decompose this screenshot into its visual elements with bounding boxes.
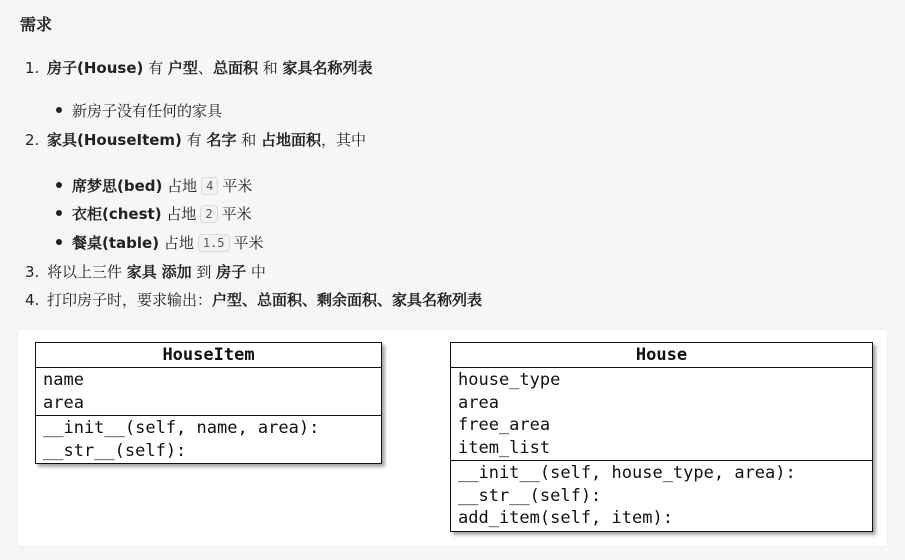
- bullet-item: [56, 101, 222, 121]
- text-segment: 有: [143, 59, 168, 77]
- class-box-house: [450, 342, 873, 532]
- attributes-section: [36, 368, 381, 415]
- area-value-code: 4: [201, 177, 218, 195]
- bold-text: 席梦思(bed): [72, 177, 163, 195]
- area-value-code: 1.5: [198, 234, 230, 252]
- class-attribute: area: [43, 392, 84, 413]
- unit-text: 平米: [221, 205, 252, 223]
- text-segment: 占地: [161, 205, 197, 223]
- requirement-item: [25, 262, 266, 282]
- requirement-item: [25, 290, 482, 310]
- bold-text: 房子(House): [47, 59, 144, 77]
- text-segment: 占地: [159, 234, 194, 252]
- bullet-dot-icon: [56, 182, 62, 188]
- text-segment: 占地: [162, 177, 198, 195]
- class-method: __str__(self):: [458, 485, 602, 506]
- class-method: __str__(self):: [43, 440, 187, 461]
- page-title: 需求: [20, 15, 53, 34]
- methods-section: [451, 460, 872, 531]
- bold-text: 家具(HouseItem): [47, 131, 182, 149]
- bullet-item: [56, 204, 252, 224]
- bold-text: 家具: [126, 263, 157, 281]
- uml-diagram-panel: [18, 330, 887, 546]
- bold-text: 户型、总面积、剩余面积、家具名称列表: [212, 291, 483, 309]
- class-name: House: [451, 343, 872, 368]
- class-attribute: house_type: [458, 370, 561, 390]
- list-number: 2.: [25, 131, 40, 149]
- bold-text: 总面积: [212, 59, 258, 77]
- class-method: add_item(self, item):: [458, 508, 673, 528]
- class-name: HouseItem: [36, 343, 381, 368]
- bold-text: 占地面积: [261, 131, 322, 149]
- area-value-code: 2: [200, 205, 217, 223]
- requirement-item: [25, 130, 366, 150]
- text-segment: 将以上三件: [47, 263, 127, 281]
- class-attribute: free_area: [458, 415, 551, 435]
- class-attribute: area: [458, 392, 499, 413]
- bold-text: 名字: [206, 131, 237, 149]
- text-segment: 、: [197, 59, 213, 77]
- requirement-item: [25, 58, 373, 78]
- list-number: 4.: [25, 291, 40, 309]
- text-segment: 和: [257, 59, 283, 77]
- bold-text: 家具名称列表: [282, 59, 373, 77]
- bullet-dot-icon: [56, 210, 62, 216]
- list-number: 1.: [25, 59, 40, 77]
- class-attribute: item_list: [458, 437, 551, 458]
- bullet-dot-icon: [56, 107, 62, 113]
- class-method: __init__(self, name, area):: [43, 418, 320, 438]
- bold-text: 餐桌(table): [72, 234, 160, 252]
- bold-text: 添加: [161, 263, 192, 281]
- text-segment: 新房子没有任何的家具: [72, 102, 223, 120]
- methods-section: [36, 415, 381, 463]
- bold-text: 户型: [167, 59, 198, 77]
- unit-text: 平米: [222, 177, 253, 195]
- bullet-dot-icon: [56, 239, 62, 245]
- text-segment: ，其中: [321, 131, 367, 149]
- text-segment: 和: [236, 131, 262, 149]
- list-number: 3.: [25, 263, 40, 281]
- text-segment: 中: [246, 263, 266, 281]
- unit-text: 平米: [233, 234, 264, 252]
- attributes-section: [451, 368, 872, 460]
- text-segment: 到: [191, 263, 217, 281]
- class-attribute: name: [43, 370, 84, 390]
- class-box-houseitem: [35, 342, 382, 464]
- text-segment: 打印房子时，要求输出：: [47, 291, 213, 309]
- text-segment: 有: [181, 131, 207, 149]
- bold-text: 衣柜(chest): [72, 205, 162, 223]
- bullet-item: [56, 233, 264, 253]
- bullet-item: [56, 176, 252, 196]
- class-method: __init__(self, house_type, area):: [458, 463, 796, 483]
- bold-text: 房子: [216, 263, 247, 281]
